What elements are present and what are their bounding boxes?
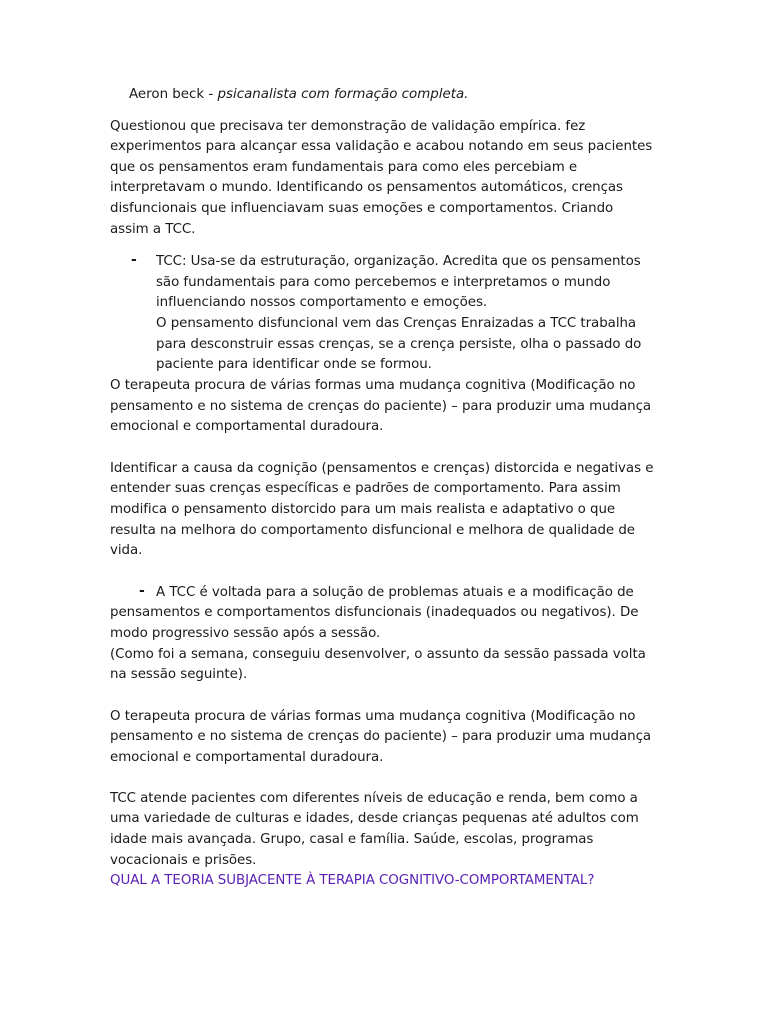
author-role: - psicanalista com formação completa.	[204, 87, 469, 102]
text-line: na sessão seguinte).	[110, 667, 248, 682]
text-line: O terapeuta procura de várias formas uma mudança cognitiva (Modificação no	[110, 378, 636, 393]
text-line: entender suas crenças específicas e padrões de comportamento. Para assim	[110, 481, 621, 496]
text-line: Questionou que precisava ter demonstração de validação empírica. fez	[110, 119, 586, 134]
text-line: (Como foi a semana, conseguiu desenvolver, o assunto da sessão passada volta	[110, 647, 646, 662]
author-heading	[129, 85, 468, 105]
text-line: emocional e comportamental duradoura.	[110, 419, 384, 434]
text-line: modo progressivo sessão após a sessão.	[110, 626, 381, 641]
text-line: vocacionais e prisões.	[110, 853, 257, 868]
text-line: assim a TCC.	[110, 222, 196, 237]
text-line: resulta na melhora do comportamento disfuncional e melhora de qualidade de	[110, 523, 635, 538]
text-line: são fundamentais para como percebemos e interpretamos o mundo	[156, 275, 611, 290]
text-line: O terapeuta procura de várias formas uma mudança cognitiva (Modificação no	[110, 709, 636, 724]
text-line: Identificar a causa da cognição (pensamentos e crenças) distorcida e negativas e	[110, 461, 654, 476]
bullet-dash-1: -	[131, 252, 137, 268]
text-line: pensamentos e comportamentos disfuncionais (inadequados ou negativos). De	[110, 605, 639, 620]
text-line: que os pensamentos eram fundamentais para como eles percebiam e	[110, 160, 578, 175]
author-name: Aeron beck	[129, 87, 205, 102]
text-line: experimentos para alcançar essa validação e acabou notando em seus pacientes	[110, 139, 653, 154]
text-line: influenciando nossos comportamento e emoções.	[156, 295, 488, 310]
text-line: paciente para identificar onde se formou.	[156, 357, 432, 372]
text-line: pensamento e no sistema de crenças do paciente) – para produzir uma mudança	[110, 729, 652, 744]
text-line: emocional e comportamental duradoura.	[110, 750, 384, 765]
text-line: TCC atende pacientes com diferentes níveis de educação e renda, bem como a	[110, 791, 638, 806]
text-line: vida.	[110, 543, 143, 558]
bullet-dash-2: -	[139, 583, 145, 599]
text-line: A TCC é voltada para a solução de problemas atuais e a modificação de	[156, 585, 634, 600]
text-line: para desconstruir essas crenças, se a crença persiste, olha o passado do	[156, 337, 642, 352]
text-line: disfuncionais que influenciavam suas emoções e comportamentos. Criando	[110, 201, 614, 216]
text-line: uma variedade de culturas e idades, desde crianças pequenas até adultos com	[110, 811, 639, 826]
text-line: TCC: Usa-se da estruturação, organização. Acredita que os pensamentos	[156, 254, 641, 269]
text-line: pensamento e no sistema de crenças do paciente) – para produzir uma mudança	[110, 399, 652, 414]
text-line: modifica o pensamento distorcido para um mais realista e adaptativo o que	[110, 502, 616, 517]
text-line: idade mais avançada. Grupo, casal e família. Saúde, escolas, programas	[110, 832, 594, 847]
question-line: QUAL A TEORIA SUBJACENTE À TERAPIA COGNITIVO-COMPORTAMENTAL?	[110, 873, 595, 888]
text-line: interpretavam o mundo. Identificando os pensamentos automáticos, crenças	[110, 180, 623, 195]
text-line: O pensamento disfuncional vem das Crenças Enraizadas a TCC trabalha	[156, 316, 637, 331]
